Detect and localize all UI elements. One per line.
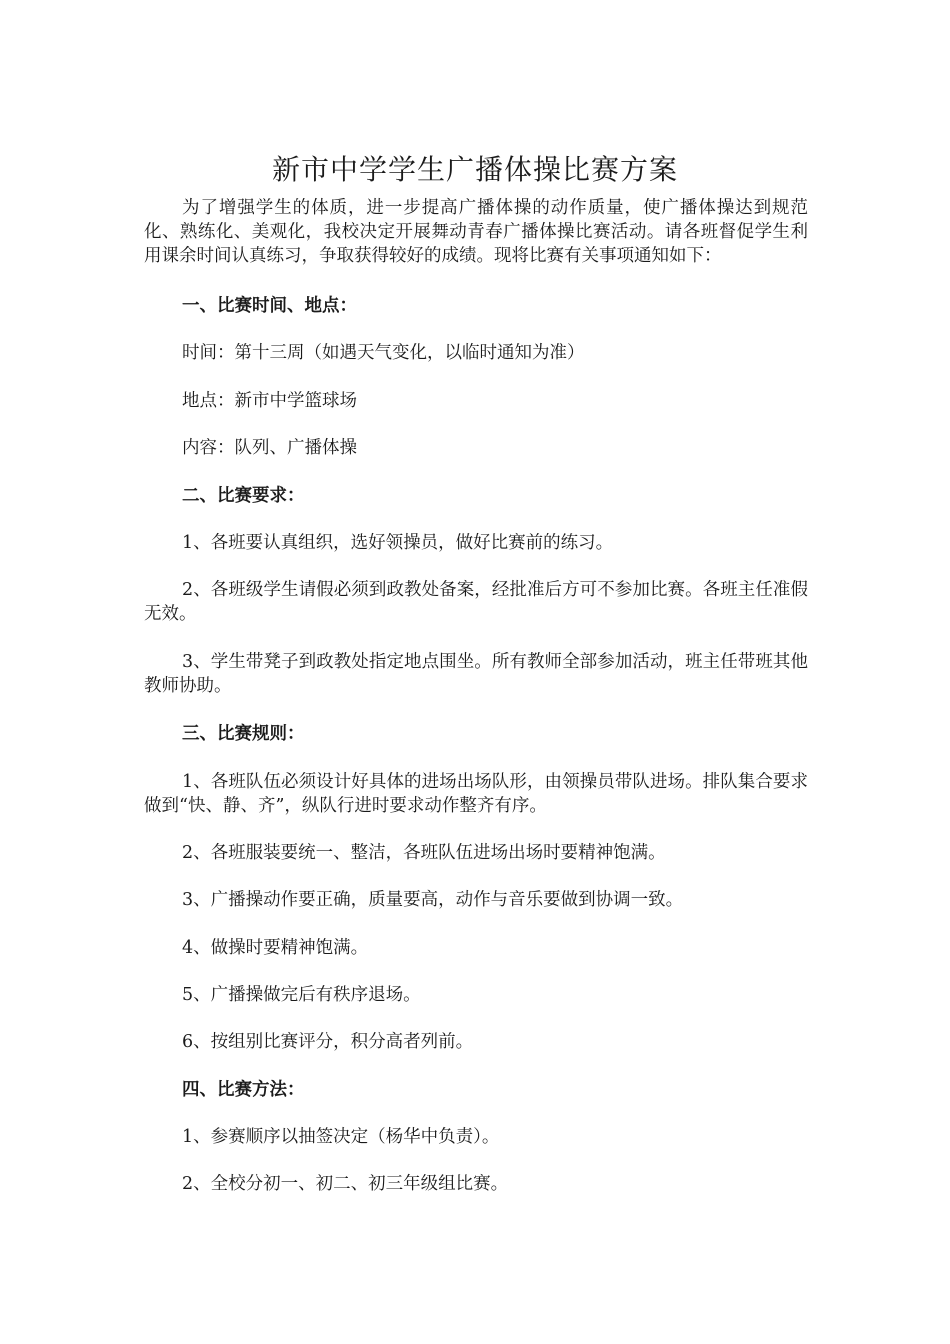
section3-heading: 三、比赛规则： — [182, 724, 305, 744]
section2-item: 3、学生带凳子到政教处指定地点围坐。所有教师全部参加活动，班主任带班其他教师协助。 — [144, 652, 808, 696]
section1-heading: 一、比赛时间、地点： — [182, 296, 357, 316]
intro-paragraph: 为了增强学生的体质，进一步提高广播体操的动作质量，使广播体操达到规范化、熟练化、美观化，我校决定开展舞动青春广播体操比赛活动。请各班督促学生利用课余时间认真练习，争取获得较好的成绩。现将比赛有关事项通知如下： — [144, 198, 808, 266]
section3-item: 1、各班队伍必须设计好具体的进场出场队形，由领操员带队进场。排队集合要求做到“快、静、齐”，纵队行进时要求动作整齐有序。 — [144, 772, 808, 816]
section1-content: 内容：队列、广播体操 — [182, 438, 357, 458]
section1-time: 时间：第十三周（如遇天气变化，以临时通知为准） — [182, 343, 585, 363]
section2-item: 2、各班级学生请假必须到政教处备案，经批准后方可不参加比赛。各班主任准假无效。 — [144, 580, 808, 624]
section1-place: 地点：新市中学篮球场 — [182, 391, 357, 411]
section2-heading: 二、比赛要求： — [182, 486, 305, 506]
section4-item: 1、参赛顺序以抽签决定（杨华中负责）。 — [182, 1127, 500, 1147]
section3-item: 3、广播操动作要正确，质量要高，动作与音乐要做到协调一致。 — [182, 890, 684, 910]
section2-item: 1、各班要认真组织，选好领操员，做好比赛前的练习。 — [182, 533, 614, 553]
document-title: 新市中学学生广播体操比赛方案 — [271, 152, 678, 186]
section3-item: 2、各班服装要统一、整洁，各班队伍进场出场时要精神饱满。 — [182, 843, 666, 863]
section4-heading: 四、比赛方法： — [182, 1080, 305, 1100]
section3-item: 4、做操时要精神饱满。 — [182, 938, 369, 958]
section3-item: 6、按组别比赛评分，积分高者列前。 — [182, 1032, 474, 1052]
section4-item: 2、全校分初一、初二、初三年级组比赛。 — [182, 1174, 509, 1194]
section3-item: 5、广播操做完后有秩序退场。 — [182, 985, 421, 1005]
